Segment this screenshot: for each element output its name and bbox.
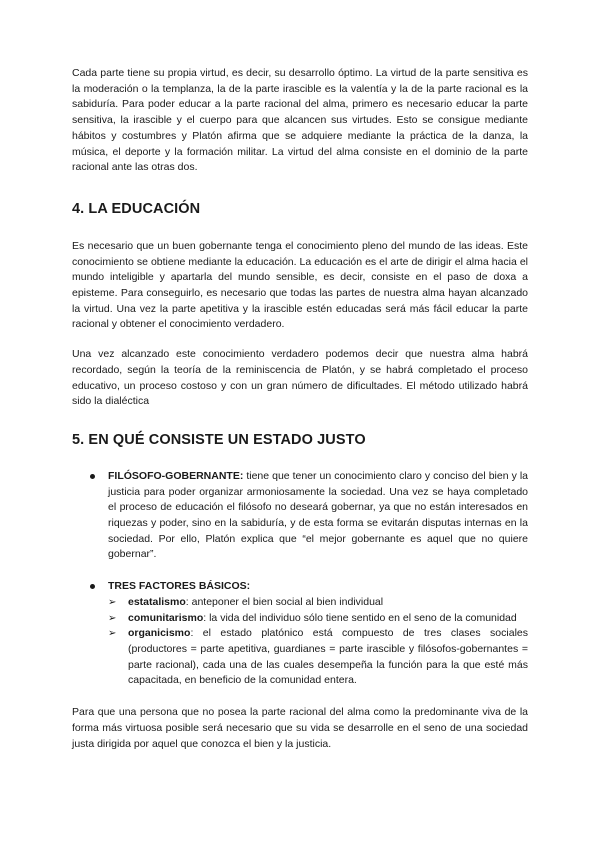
bullet-term: FILÓSOFO-GOBERNANTE: [108, 469, 244, 482]
sub-item-term: comunitarismo [128, 611, 204, 624]
arrow-bullet-icon: ➢ [108, 628, 117, 640]
section-5-bullet-list [72, 469, 528, 689]
section-4-paragraph-1: Es necesario que un buen gobernante tenga el conocimiento pleno del mundo de las ideas. Este conocimiento se obtiene mediante la educación. La educación es el arte de dirigir el alma hacia el mundo inteligible y apartarla del mundo sensible, es decir, consiste en el paso de doxa a episteme. Para conseguirlo, es necesario que todas las partes de nuestra alma hayan alcanzado la virtud. Una vez la parte apetitiva y la irascible estén educadas será más fácil educar la parte racional y obtener el conocimiento verdadero. [72, 239, 528, 331]
sub-item-estatalismo [108, 595, 528, 611]
section-5-heading: 5. EN QUÉ CONSISTE UN ESTADO JUSTO [72, 431, 366, 448]
arrow-bullet-icon: ➢ [108, 596, 117, 608]
document-page [72, 66, 528, 752]
bullet-filosofo-gobernante [72, 469, 528, 563]
sub-item-term: estatalismo [128, 595, 186, 608]
section-4-heading: 4. LA EDUCACIÓN [72, 200, 201, 217]
sub-item-organicismo [108, 626, 528, 689]
bullet-tres-factores [72, 579, 528, 689]
sub-list [108, 595, 528, 689]
bullet-dot-icon [90, 474, 95, 479]
section-4-paragraph-2: Una vez alcanzado este conocimiento verdadero podemos decir que nuestra alma habrá recordado, según la teoría de la reminiscencia de Platón, y se habrá completado el proceso educativo, un proceso costoso y con un gran número de dificultades. El método utilizado habrá sido la dialéctica [72, 348, 528, 408]
sub-item-text: : el estado platónico está compuesto de tres clases sociales (productores = parte apetitiva, guardianes = parte irascible y filósofos-gobernantes = parte racional), cada una de las cuales desempeña la función para la que esté más capacitada, en beneficio de la comunidad entera. [128, 627, 528, 687]
bullet-term: TRES FACTORES BÁSICOS: [108, 580, 251, 593]
sub-item-text: : la vida del individuo sólo tiene sentido en el seno de la comunidad [203, 611, 517, 624]
sub-item-term: organicismo [128, 627, 191, 640]
intro-paragraph: Cada parte tiene su propia virtud, es decir, su desarrollo óptimo. La virtud de la parte sensitiva es la moderación o la templanza, la de la parte irascible es la valentía y la de la parte racional es la sabiduría. Para poder educar a la parte racional del alma, primero es necesario educar la parte sensitiva, la irascible y el cuerpo para que alcancen sus virtudes. Esto se consigue mediante hábitos y costumbres y Platón afirma que se adquiere mediante la práctica de la danza, la música, el deporte y la formación militar. La virtud del alma consiste en el dominio de la parte racional ante las otras dos. [72, 67, 528, 174]
sub-item-comunitarismo [108, 611, 528, 627]
bullet-text: tiene que tener un conocimiento claro y conciso del bien y la justicia para poder organizar armoniosamente la sociedad. Una vez se haya completado el proceso de educación el filósofo no deseará gobernar, ya que no están interesados en riquezas y poder, sino en la sabiduría, y de esta forma se evitarán disputas internas en la sociedad. Por ello, Platón explica que “el mejor gobernante es aquel que no quiere gobernar”. [108, 469, 528, 561]
closing-paragraph: Para que una persona que no posea la parte racional del alma como la predominante viva de la forma más virtuosa posible será necesario que su vida se desarrolle en el seno de una sociedad justa dirigida por aquel que conozca el bien y la justicia. [72, 706, 528, 750]
bullet-dot-icon [90, 584, 95, 589]
arrow-bullet-icon: ➢ [108, 612, 117, 624]
sub-item-text: : anteponer el bien social al bien individual [185, 595, 384, 608]
